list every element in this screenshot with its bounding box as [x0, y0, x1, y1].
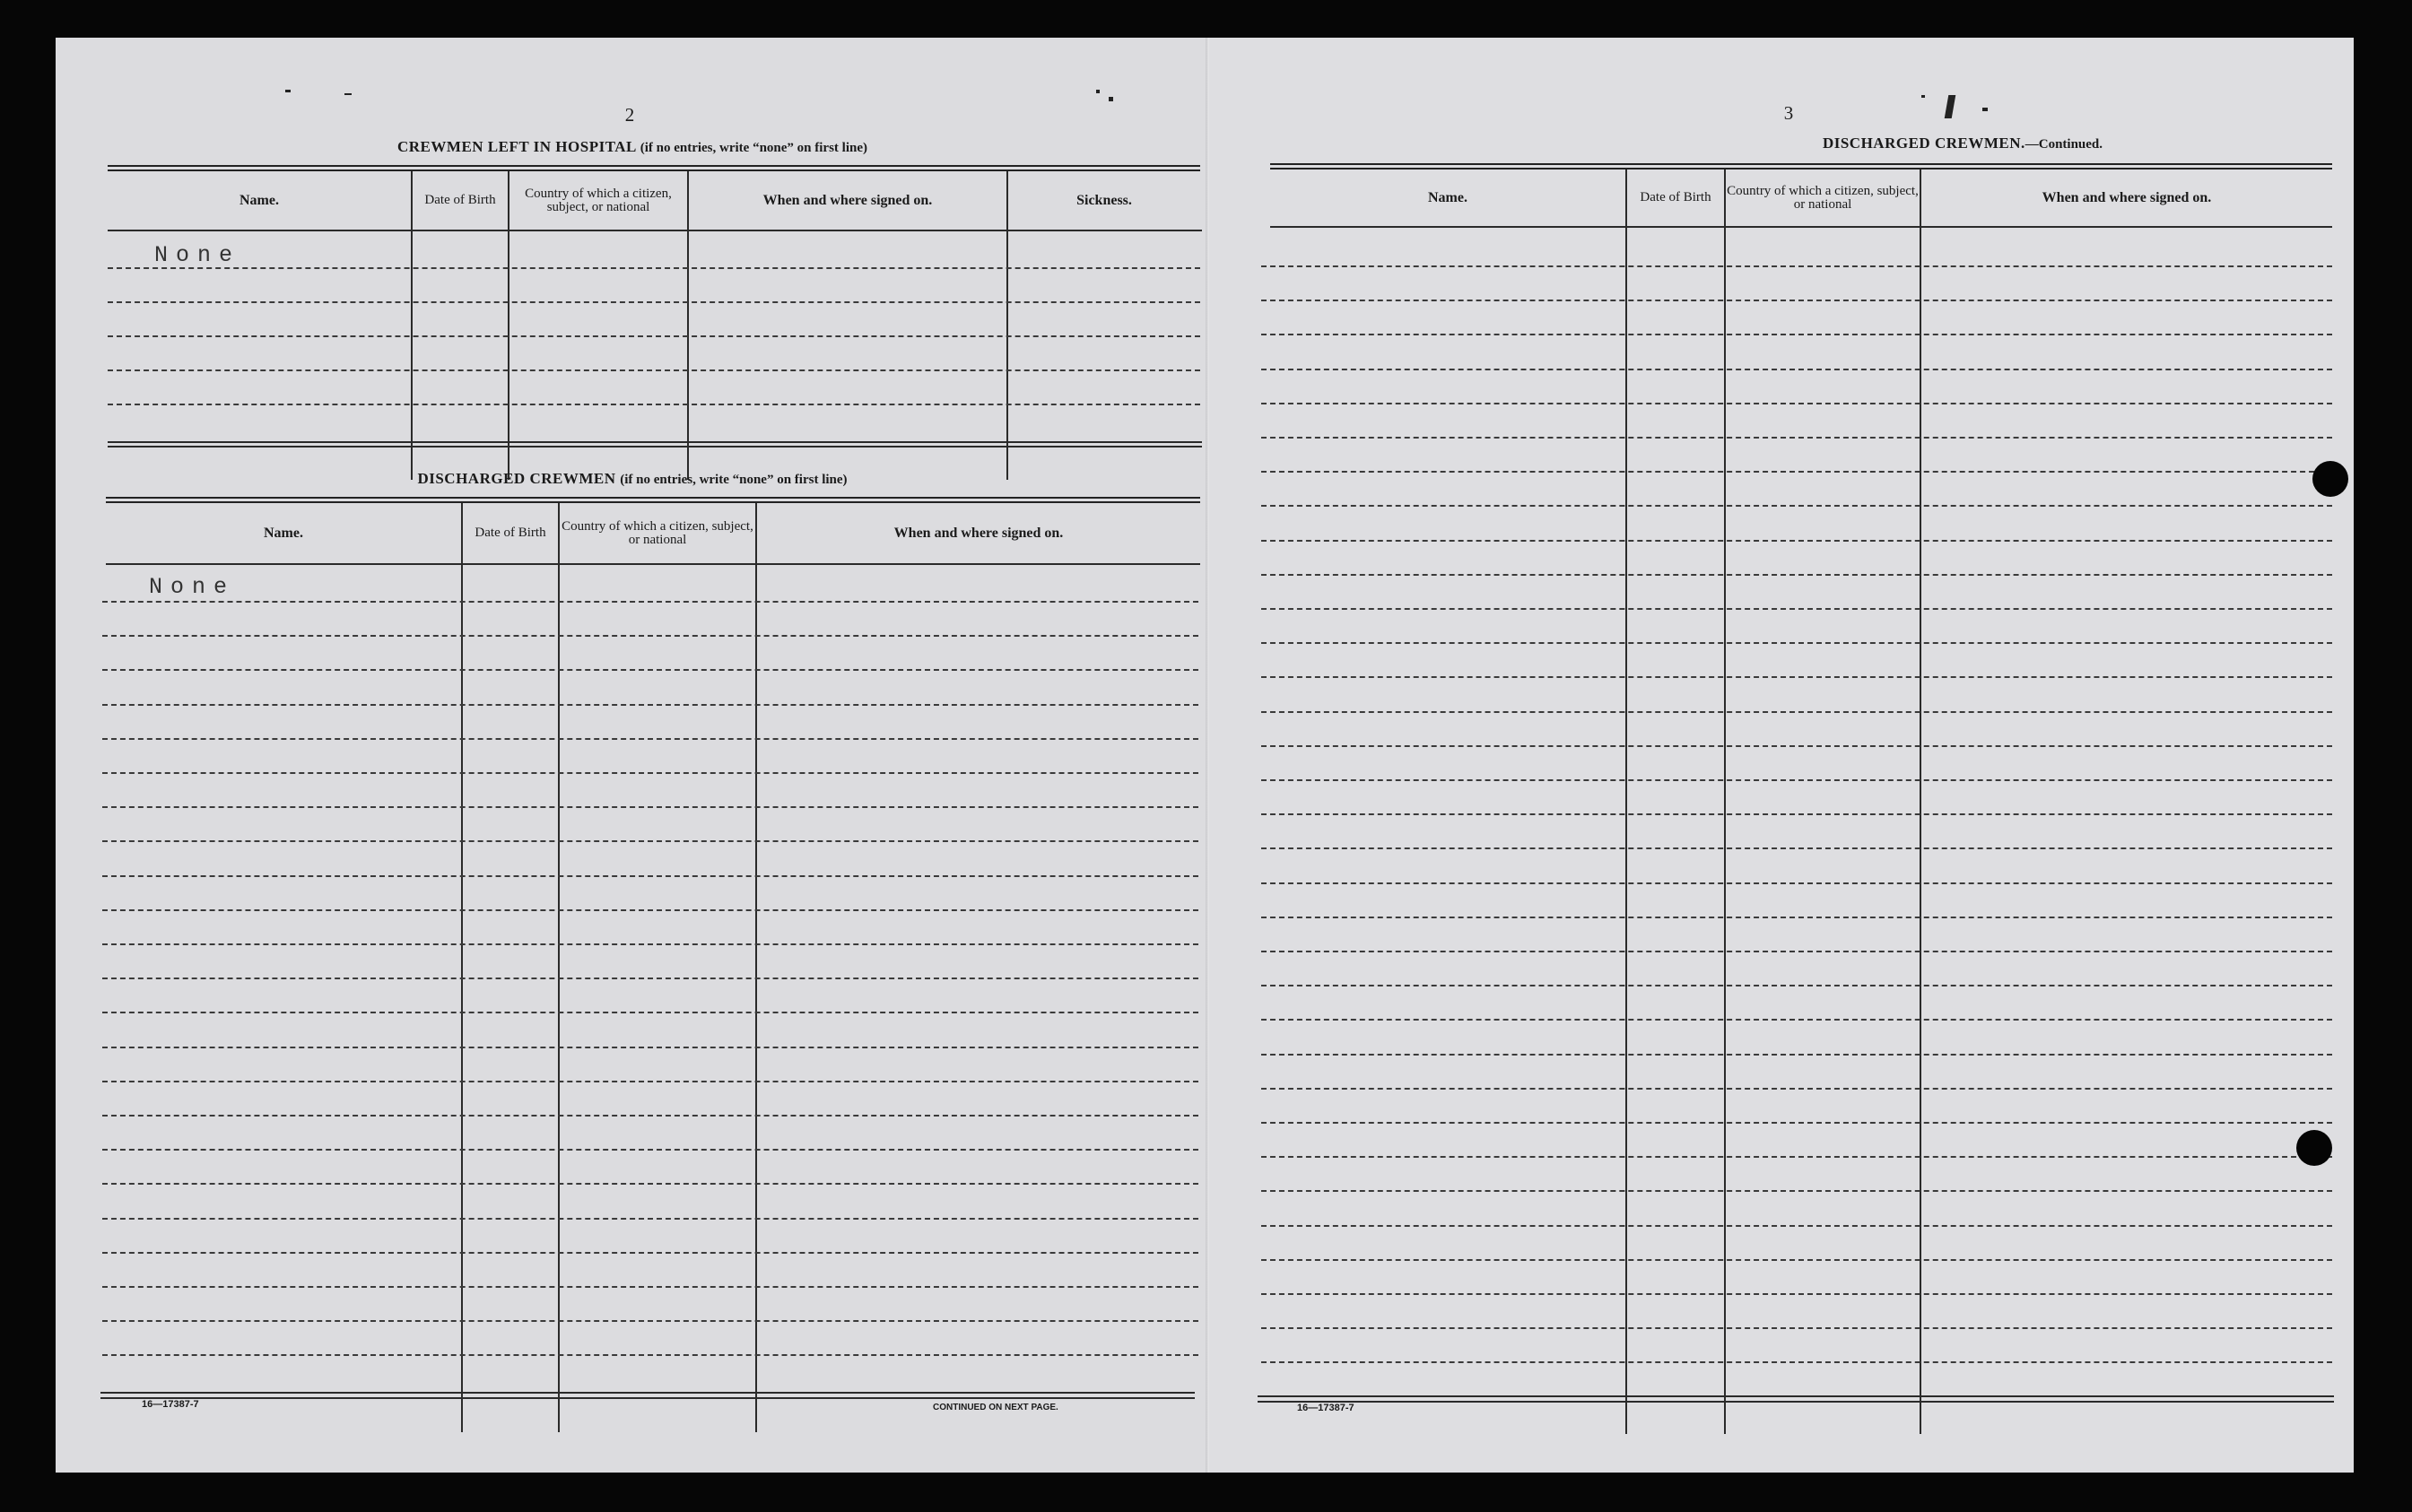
right-header-rule	[1270, 226, 2332, 228]
ruled-line	[102, 1252, 1198, 1254]
ruled-line	[102, 1012, 1198, 1013]
discharged-entry-none: None	[149, 574, 236, 600]
ruled-line	[1261, 1190, 2332, 1192]
ruled-line	[102, 669, 1198, 671]
punch-hole	[2312, 461, 2348, 497]
ruled-line	[1261, 1156, 2332, 1158]
ruled-line	[102, 909, 1198, 911]
ruled-line	[102, 1320, 1198, 1322]
ruled-line	[102, 1047, 1198, 1048]
discharged-title-text: DISCHARGED CREWMEN	[417, 470, 616, 487]
ruled-line	[1261, 1088, 2332, 1090]
ruled-line	[1261, 608, 2332, 610]
ruled-line	[1261, 642, 2332, 644]
form-number: 16—17387-7	[142, 1399, 199, 1410]
ruled-line	[102, 806, 1198, 808]
ruled-line	[102, 738, 1198, 740]
right-section-title	[1622, 135, 2303, 152]
ink-speck	[1109, 97, 1113, 101]
ruled-line	[102, 1081, 1198, 1082]
ruled-line	[1261, 1019, 2332, 1021]
discharged-col-dob: Date of Birth	[475, 526, 546, 540]
ruled-line	[1261, 1259, 2332, 1261]
ruled-line	[102, 1115, 1198, 1117]
right-title-suffix: —Continued.	[2025, 137, 2103, 152]
ruled-line	[1261, 1122, 2332, 1124]
ruled-line	[1261, 985, 2332, 986]
hospital-instruction: (if no entries, write “none” on first line)	[640, 141, 867, 155]
discharged-col-country: Country of which a citizen, subject, or national	[562, 518, 753, 547]
ink-speck	[1921, 95, 1925, 98]
right-top-rule	[1270, 163, 2332, 165]
hospital-bottom-rule	[108, 441, 1202, 443]
right-bottom-rule-2	[1258, 1401, 2334, 1403]
right-col-divider	[1724, 169, 1726, 1434]
ruled-line	[1261, 300, 2332, 301]
ruled-line	[1261, 265, 2332, 267]
hospital-col-sickness: Sickness.	[1076, 192, 1132, 208]
discharged-col-name: Name.	[264, 525, 303, 541]
right-col-signed-on: When and where signed on.	[2042, 189, 2212, 205]
ruled-line	[102, 601, 1198, 603]
hospital-col-signed-on: When and where signed on.	[762, 192, 933, 208]
ruled-line	[1261, 1327, 2332, 1329]
ruled-line	[102, 978, 1198, 979]
discharged-header-rule	[106, 563, 1200, 565]
ruled-line	[102, 840, 1198, 842]
discharged-col-divider	[461, 503, 463, 1432]
ruled-line	[108, 267, 1200, 269]
continued-note: CONTINUED ON NEXT PAGE.	[933, 1403, 1058, 1412]
hospital-header-rule	[108, 230, 1202, 231]
ruled-line	[102, 1218, 1198, 1220]
ruled-line	[102, 635, 1198, 637]
discharged-col-signed-on: When and where signed on.	[893, 525, 1064, 541]
ruled-line	[1261, 847, 2332, 849]
discharged-instruction: (if no entries, write “none” on first line)	[620, 473, 848, 487]
discharged-section-title	[56, 470, 1209, 488]
hospital-top-rule	[108, 165, 1200, 167]
ruled-line	[108, 301, 1200, 303]
ruled-line	[1261, 540, 2332, 542]
ink-mark	[1945, 95, 1956, 118]
right-col-country: Country of which a citizen, subject, or national	[1727, 183, 1919, 212]
ink-speck	[1982, 108, 1988, 111]
right-title-text: DISCHARGED CREWMEN.	[1822, 135, 2025, 152]
right-col-divider	[1625, 169, 1627, 1434]
hospital-title-text: CREWMEN LEFT IN HOSPITAL	[397, 138, 636, 155]
right-bottom-rule	[1258, 1395, 2334, 1397]
ruled-line	[1261, 437, 2332, 439]
ruled-line	[1261, 334, 2332, 335]
discharged-bottom-rule-2	[100, 1397, 1195, 1399]
ruled-line	[1261, 369, 2332, 370]
right-col-name: Name.	[1428, 189, 1467, 205]
ruled-line	[108, 404, 1200, 405]
ruled-line	[1261, 951, 2332, 952]
ruled-line	[102, 943, 1198, 945]
ruled-line	[1261, 779, 2332, 781]
ink-speck	[1096, 90, 1100, 93]
ink-speck	[285, 90, 291, 92]
ink-speck	[344, 93, 352, 95]
ruled-line	[102, 772, 1198, 774]
ruled-line	[102, 1354, 1198, 1356]
ruled-line	[102, 875, 1198, 877]
discharged-top-rule	[106, 497, 1200, 499]
discharged-col-divider	[558, 503, 560, 1432]
ruled-line	[1261, 813, 2332, 815]
discharged-col-divider	[755, 503, 757, 1432]
ruled-line	[108, 335, 1200, 337]
form-number: 16—17387-7	[1297, 1403, 1354, 1413]
ruled-line	[1261, 505, 2332, 507]
ruled-line	[1261, 711, 2332, 713]
ruled-line	[102, 1183, 1198, 1185]
discharged-bottom-rule	[100, 1392, 1195, 1394]
ruled-line	[102, 704, 1198, 706]
punch-hole	[2296, 1130, 2332, 1166]
ruled-line	[1261, 1361, 2332, 1363]
hospital-col-country: Country of which a citizen, subject, or national	[525, 186, 672, 214]
hospital-bottom-rule-2	[108, 446, 1202, 448]
ruled-line	[1261, 1293, 2332, 1295]
hospital-col-name: Name.	[239, 192, 279, 208]
ruled-line	[1261, 1054, 2332, 1056]
left-page	[56, 38, 1209, 1473]
right-col-dob: Date of Birth	[1640, 190, 1711, 204]
ruled-line	[1261, 676, 2332, 678]
right-page	[1209, 38, 2354, 1473]
ruled-line	[102, 1149, 1198, 1151]
page-number: 3	[1783, 102, 1794, 124]
ruled-line	[1261, 745, 2332, 747]
page-number: 2	[624, 104, 635, 126]
ruled-line	[1261, 882, 2332, 884]
ruled-line	[1261, 403, 2332, 404]
right-col-divider	[1920, 169, 1921, 1434]
ruled-line	[1261, 471, 2332, 473]
ruled-line	[102, 1286, 1198, 1288]
ruled-line	[1261, 574, 2332, 576]
ruled-line	[108, 369, 1200, 371]
hospital-entry-none: None	[154, 242, 241, 268]
hospital-col-dob: Date of Birth	[424, 193, 496, 207]
hospital-section-title	[56, 138, 1209, 156]
ruled-line	[1261, 917, 2332, 918]
ruled-line	[1261, 1225, 2332, 1227]
